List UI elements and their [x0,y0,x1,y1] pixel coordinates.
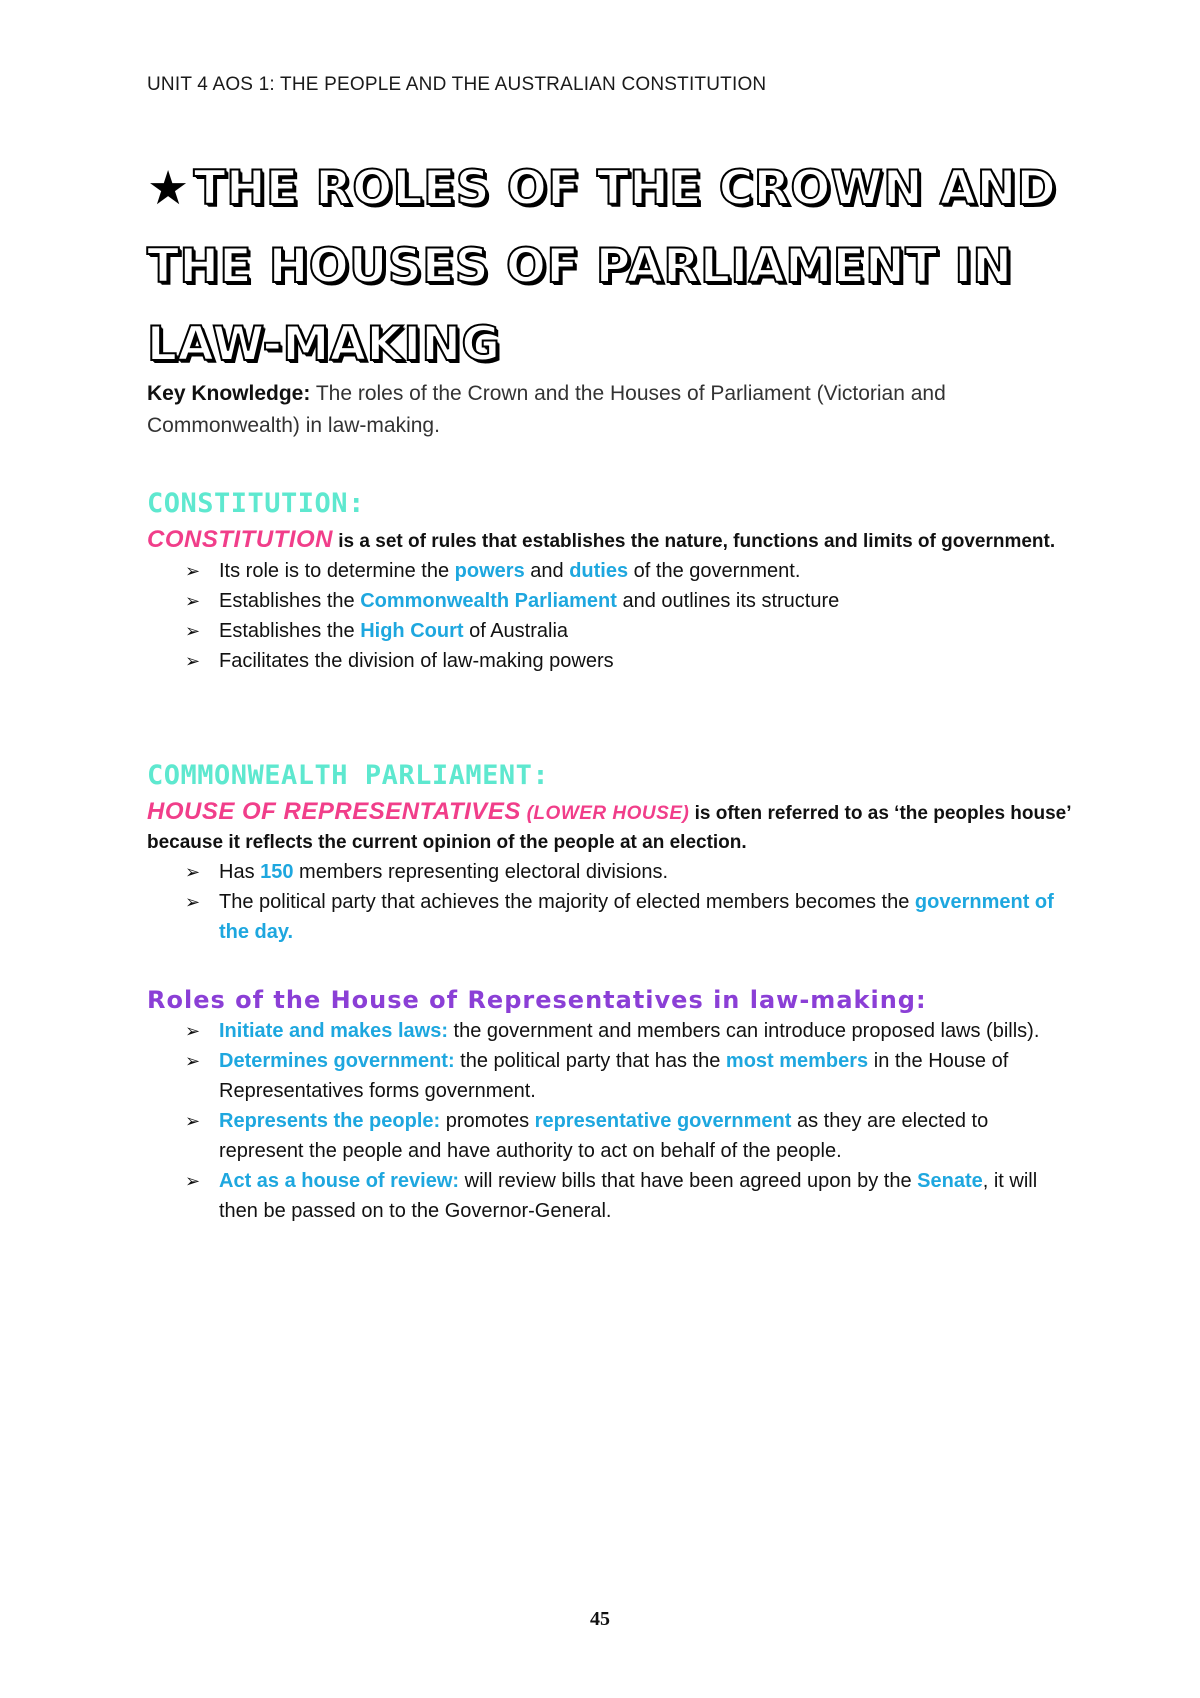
constitution-section [147,488,1077,676]
title-line-1: THE ROLES OF THE CROWN AND [193,161,1057,216]
page-number: 45 [590,1608,610,1630]
list-item: ➢ Represents the people: promotes representative government as they are elected to represent the people and have authority to act on behalf of the people. [147,1106,1077,1166]
commonwealth-heading: COMMONWEALTH PARLIAMENT: [147,760,550,791]
star-icon: ★ [147,161,190,216]
hor-term-small: (LOWER HOUSE) [520,803,690,824]
hor-term: HOUSE OF REPRESENTATIVES [147,798,521,825]
hor-definition-text: is often referred to as ‘the peoples house’ because it reflects the current opinion of the people at an election. [147,803,1071,853]
commonwealth-section [147,760,1077,947]
list-item: ➢ Initiate and makes laws: the government and members can introduce proposed laws (bills). [147,1016,1077,1046]
list-item: ➢ Has 150 members representing electoral divisions. [147,857,1077,887]
arrow-bullet-icon: ➢ [185,862,201,882]
constitution-heading: CONSTITUTION: [147,488,365,519]
arrow-bullet-icon: ➢ [185,1111,201,1131]
hor-definition [147,797,1077,857]
arrow-bullet-icon: ➢ [185,591,201,611]
arrow-bullet-icon: ➢ [185,561,201,581]
title-line-3: LAW-MAKING [147,317,501,372]
arrow-bullet-icon: ➢ [185,892,201,912]
constitution-list [147,556,1077,676]
arrow-bullet-icon: ➢ [185,1051,201,1071]
list-item: ➢ Establishes the Commonwealth Parliament and outlines its structure [147,586,1077,616]
list-item: ➢ The political party that achieves the majority of elected members becomes the government of the day. [147,887,1077,947]
commonwealth-list [147,857,1077,947]
roles-heading: Roles of the House of Representatives in law-making: [147,986,927,1014]
constitution-term: CONSTITUTION [147,526,333,553]
key-knowledge-label: Key Knowledge: [147,382,311,405]
list-item: ➢ Its role is to determine the powers and duties of the government. [147,556,1077,586]
list-item: ➢ Establishes the High Court of Australia [147,616,1077,646]
roles-list [147,1016,1077,1226]
constitution-definition-text: is a set of rules that establishes the nature, functions and limits of government. [333,531,1056,552]
page-title [147,150,1077,384]
arrow-bullet-icon: ➢ [185,1171,201,1191]
constitution-definition [147,525,1077,556]
title-line-2: THE HOUSES OF PARLIAMENT IN [147,239,1013,294]
list-item: ➢ Facilitates the division of law-making powers [147,646,1077,676]
arrow-bullet-icon: ➢ [185,621,201,641]
list-item: ➢ Determines government: the political party that has the most members in the House of Representatives forms government. [147,1046,1077,1106]
key-knowledge [147,378,1077,442]
arrow-bullet-icon: ➢ [185,1021,201,1041]
key-knowledge-text: The roles of the Crown and the Houses of Parliament (Victorian and Commonwealth) in law-making. [147,382,946,437]
list-item: ➢ Act as a house of review: will review bills that have been agreed upon by the Senate, it will then be passed on to the Governor-General. [147,1166,1077,1226]
arrow-bullet-icon: ➢ [185,651,201,671]
roles-section [147,986,1077,1226]
running-header: UNIT 4 AOS 1: THE PEOPLE AND THE AUSTRALIAN CONSTITUTION [147,74,767,95]
